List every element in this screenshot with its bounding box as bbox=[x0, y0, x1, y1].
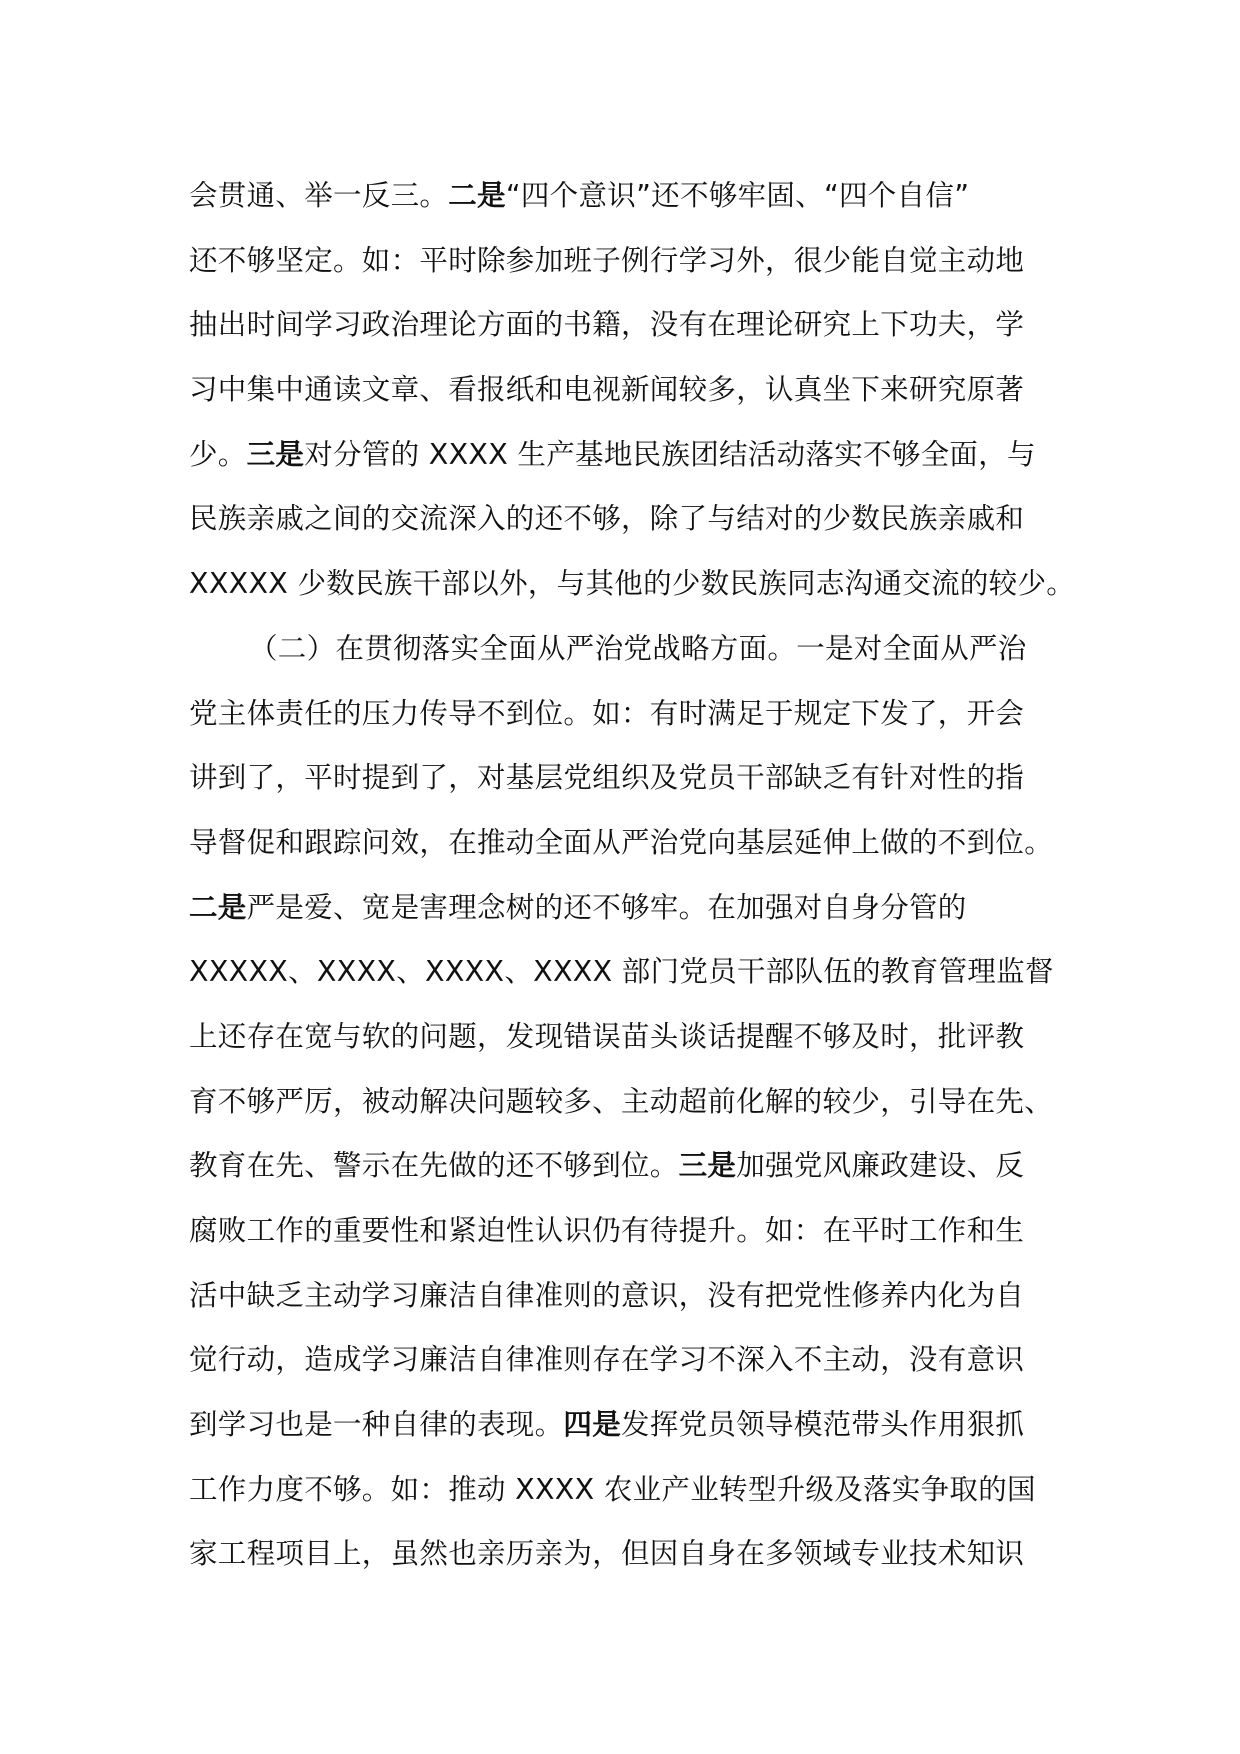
text-line bbox=[189, 358, 1059, 423]
text-line bbox=[189, 876, 1059, 941]
text-segment: 导督促和跟踪问效，在推动全面从严治党向基层延伸上做的不到位。 bbox=[189, 825, 1054, 859]
text-segment: “四个意识”还不够牢固、“四个自信” bbox=[505, 179, 970, 212]
text-segment: 觉行动，造成学习廉洁自律准则存在学习不深入不主动，没有意识 bbox=[189, 1343, 1025, 1377]
text-line bbox=[189, 487, 1059, 552]
text-line bbox=[189, 1328, 1059, 1393]
text-segment: 党主体责任的压力传导不到位。如：有时满足于规定下发了，开会 bbox=[189, 696, 1025, 730]
document-body bbox=[189, 164, 1076, 1587]
text-line bbox=[189, 1393, 1059, 1458]
text-segment: 抽出时间学习政治理论方面的书籍，没有在理论研究上下功夫，学 bbox=[189, 308, 1025, 342]
text-line bbox=[189, 811, 1059, 876]
text-line bbox=[189, 293, 1059, 358]
text-segment: 上还存在宽与软的问题，发现错误苗头谈话提醒不够及时，批评教 bbox=[189, 1019, 1025, 1053]
text-line bbox=[189, 1458, 1059, 1523]
text-segment: 严是爱、宽是害理念树的还不够牢。在加强对自身分管的 bbox=[246, 890, 967, 924]
text-segment: 对分管的 XXXX 生产基地民族团结活动落实不够全面，与 bbox=[304, 437, 1036, 471]
text-line bbox=[189, 682, 1059, 747]
bold-marker: 二是 bbox=[448, 179, 506, 212]
text-line bbox=[189, 164, 1059, 229]
text-segment: 到学习也是一种自律的表现。 bbox=[189, 1408, 564, 1442]
text-segment: 会贯通、举一反三。 bbox=[189, 179, 449, 212]
bold-marker: 三是 bbox=[678, 1149, 737, 1183]
text-segment: XXXXX 少数民族干部以外，与其他的少数民族同志沟通交流的较少。 bbox=[189, 567, 1076, 601]
text-line bbox=[189, 746, 1059, 811]
text-line bbox=[189, 1199, 1059, 1264]
text-line bbox=[189, 1005, 1059, 1070]
text-segment: 习中集中通读文章、看报纸和电视新闻较多，认真坐下来研究原著 bbox=[189, 373, 1025, 407]
text-line bbox=[189, 552, 1076, 617]
text-line bbox=[189, 617, 1059, 682]
text-line bbox=[189, 423, 1059, 488]
text-segment: XXXXX、XXXX、XXXX、XXXX 部门党员干部队伍的教育管理监督 bbox=[189, 955, 1054, 989]
text-segment: 讲到了，平时提到了，对基层党组织及党员干部缺乏有针对性的指 bbox=[189, 761, 1025, 795]
text-line bbox=[189, 1264, 1059, 1329]
text-segment: 腐败工作的重要性和紧迫性认识仍有待提升。如：在平时工作和生 bbox=[189, 1214, 1025, 1247]
text-segment: 家工程项目上，虽然也亲历亲为，但因自身在多领域专业技术知识 bbox=[189, 1537, 1025, 1571]
text-segment: 加强党风廉政建设、反 bbox=[736, 1149, 1025, 1183]
text-segment: 还不够坚定。如：平时除参加班子例行学习外，很少能自觉主动地 bbox=[189, 243, 1025, 277]
text-segment: 教育在先、警示在先做的还不够到位。 bbox=[189, 1149, 679, 1183]
bold-marker: 三是 bbox=[246, 437, 305, 471]
bold-marker: 四是 bbox=[563, 1408, 622, 1442]
text-line bbox=[189, 1522, 1059, 1587]
text-segment: 民族亲戚之间的交流深入的还不够，除了与结对的少数民族亲戚和 bbox=[189, 502, 1025, 536]
text-segment: 工作力度不够。如：推动 XXXX 农业产业转型升级及落实争取的国 bbox=[189, 1472, 1036, 1506]
text-segment: （二）在贯彻落实全面从严治党战略方面。一是对全面从严治 bbox=[249, 631, 1027, 665]
bold-marker: 二是 bbox=[189, 890, 247, 924]
text-segment: 活中缺乏主动学习廉洁自律准则的意识，没有把党性修养内化为自 bbox=[189, 1278, 1025, 1312]
text-line bbox=[189, 1134, 1059, 1199]
text-line bbox=[189, 1070, 1059, 1135]
text-segment: 发挥党员领导模范带头作用狠抓 bbox=[621, 1408, 1025, 1442]
text-segment: 少。 bbox=[189, 437, 247, 471]
text-line bbox=[189, 229, 1059, 294]
text-line bbox=[189, 940, 1059, 1005]
text-segment: 育不够严厉，被动解决问题较多、主动超前化解的较少，引导在先、 bbox=[189, 1084, 1054, 1118]
